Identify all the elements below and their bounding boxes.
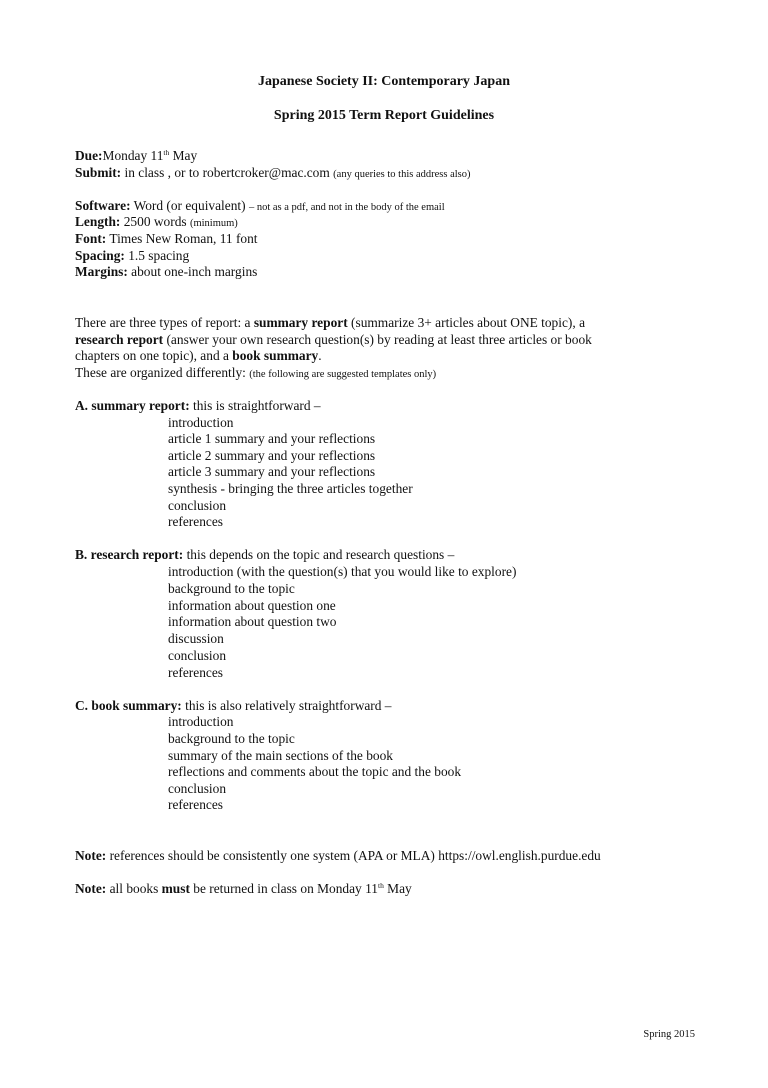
- note-label: Note:: [75, 848, 107, 863]
- intro-text: There are three types of report: a: [75, 315, 254, 330]
- note-text: references should be consistently one system (APA or MLA) https://owl.english.purdue.edu: [106, 848, 601, 863]
- due-sup: th: [163, 148, 170, 157]
- software-value: Word (or equivalent): [130, 198, 249, 213]
- section-c-item: introduction: [168, 714, 234, 729]
- course-title: Japanese Society II: Contemporary Japan: [258, 74, 510, 89]
- intro-line-2: [75, 331, 592, 348]
- submit-label: Submit:: [75, 165, 122, 180]
- length-label: Length:: [75, 214, 121, 229]
- section-a-item: references: [168, 514, 224, 529]
- note-text: May: [383, 881, 412, 896]
- page-footer: Spring 2015: [643, 1029, 695, 1040]
- spacing-line: [75, 247, 189, 264]
- section-a-item: conclusion: [168, 498, 227, 513]
- note-text: all books: [106, 881, 162, 896]
- submit-note: (any queries to this address also): [333, 169, 471, 180]
- book-summary-term: book summary: [232, 348, 319, 363]
- section-a-heading: [75, 397, 321, 414]
- note-books: [75, 880, 412, 897]
- intro-text: (summarize 3+ articles about ONE topic), a: [347, 315, 586, 330]
- submit-value: in class , or to robertcroker@mac.com: [121, 165, 334, 180]
- intro-text: chapters on one topic), and a: [75, 348, 233, 363]
- section-b-item: discussion: [168, 631, 224, 646]
- section-c-item: conclusion: [168, 781, 227, 796]
- section-a-item: article 2 summary and your reflections: [168, 448, 376, 463]
- section-b-desc: this depends on the topic and research questions –: [183, 547, 455, 562]
- length-value: 2500 words: [120, 214, 190, 229]
- font-line: [75, 230, 258, 247]
- submit-line: [75, 164, 471, 183]
- spacing-value: 1.5 spacing: [124, 248, 190, 263]
- section-a-item: synthesis - bringing the three articles together: [168, 481, 413, 496]
- margins-label: Margins:: [75, 264, 128, 279]
- note-emphasis: must: [161, 881, 190, 896]
- page-title: Spring 2015 Term Report Guidelines: [273, 108, 495, 123]
- section-c-item: background to the topic: [168, 731, 295, 746]
- section-b-item: background to the topic: [168, 581, 295, 596]
- font-value: Times New Roman, 11 font: [106, 231, 258, 246]
- section-c-heading: [75, 697, 392, 714]
- section-a-item: article 1 summary and your reflections: [168, 431, 376, 446]
- margins-line: [75, 263, 257, 280]
- section-c-item: summary of the main sections of the book: [168, 748, 393, 763]
- length-note: (minimum): [189, 218, 238, 229]
- section-b-item: information about question two: [168, 614, 337, 629]
- section-b-item: conclusion: [168, 648, 227, 663]
- section-a-item: article 3 summary and your reflections: [168, 464, 376, 479]
- section-a-desc: this is straightforward –: [189, 398, 321, 413]
- section-c-desc: this is also relatively straightforward –: [181, 698, 392, 713]
- intro-note: (the following are suggested templates only): [249, 369, 437, 380]
- section-b-label: B. research report:: [75, 547, 184, 562]
- intro-line-4: [75, 364, 436, 383]
- summary-report-term: summary report: [253, 315, 348, 330]
- note-references: [75, 847, 601, 864]
- research-report-term: research report: [75, 332, 164, 347]
- intro-text: (answer your own research question(s) by reading at least three articles or book: [163, 332, 592, 347]
- section-c-item: references: [168, 797, 224, 812]
- section-a-item: introduction: [168, 415, 234, 430]
- section-a-label: A. summary report:: [75, 398, 190, 413]
- section-b-item: introduction (with the question(s) that you would like to explore): [168, 564, 517, 579]
- font-label: Font:: [75, 231, 107, 246]
- software-note: – not as a pdf, and not in the body of the email: [248, 202, 445, 213]
- intro-text: .: [318, 348, 322, 363]
- due-value: Monday 11: [102, 148, 164, 163]
- margins-value: about one-inch margins: [127, 264, 258, 279]
- section-b-item: information about question one: [168, 598, 336, 613]
- note-label: Note:: [75, 881, 107, 896]
- section-b-item: references: [168, 665, 224, 680]
- note-text: be returned in class on Monday 11: [189, 881, 378, 896]
- due-label: Due:: [75, 148, 103, 163]
- intro-line-1: [75, 314, 585, 331]
- due-month: May: [169, 148, 198, 163]
- note-sup: th: [377, 881, 384, 890]
- spacing-label: Spacing:: [75, 248, 125, 263]
- due-line: [75, 147, 197, 164]
- intro-text: These are organized differently:: [75, 365, 250, 380]
- software-label: Software:: [75, 198, 131, 213]
- section-c-label: C. book summary:: [75, 698, 182, 713]
- section-c-item: reflections and comments about the topic and the book: [168, 764, 462, 779]
- section-b-heading: [75, 546, 454, 563]
- intro-line-3: [75, 347, 322, 364]
